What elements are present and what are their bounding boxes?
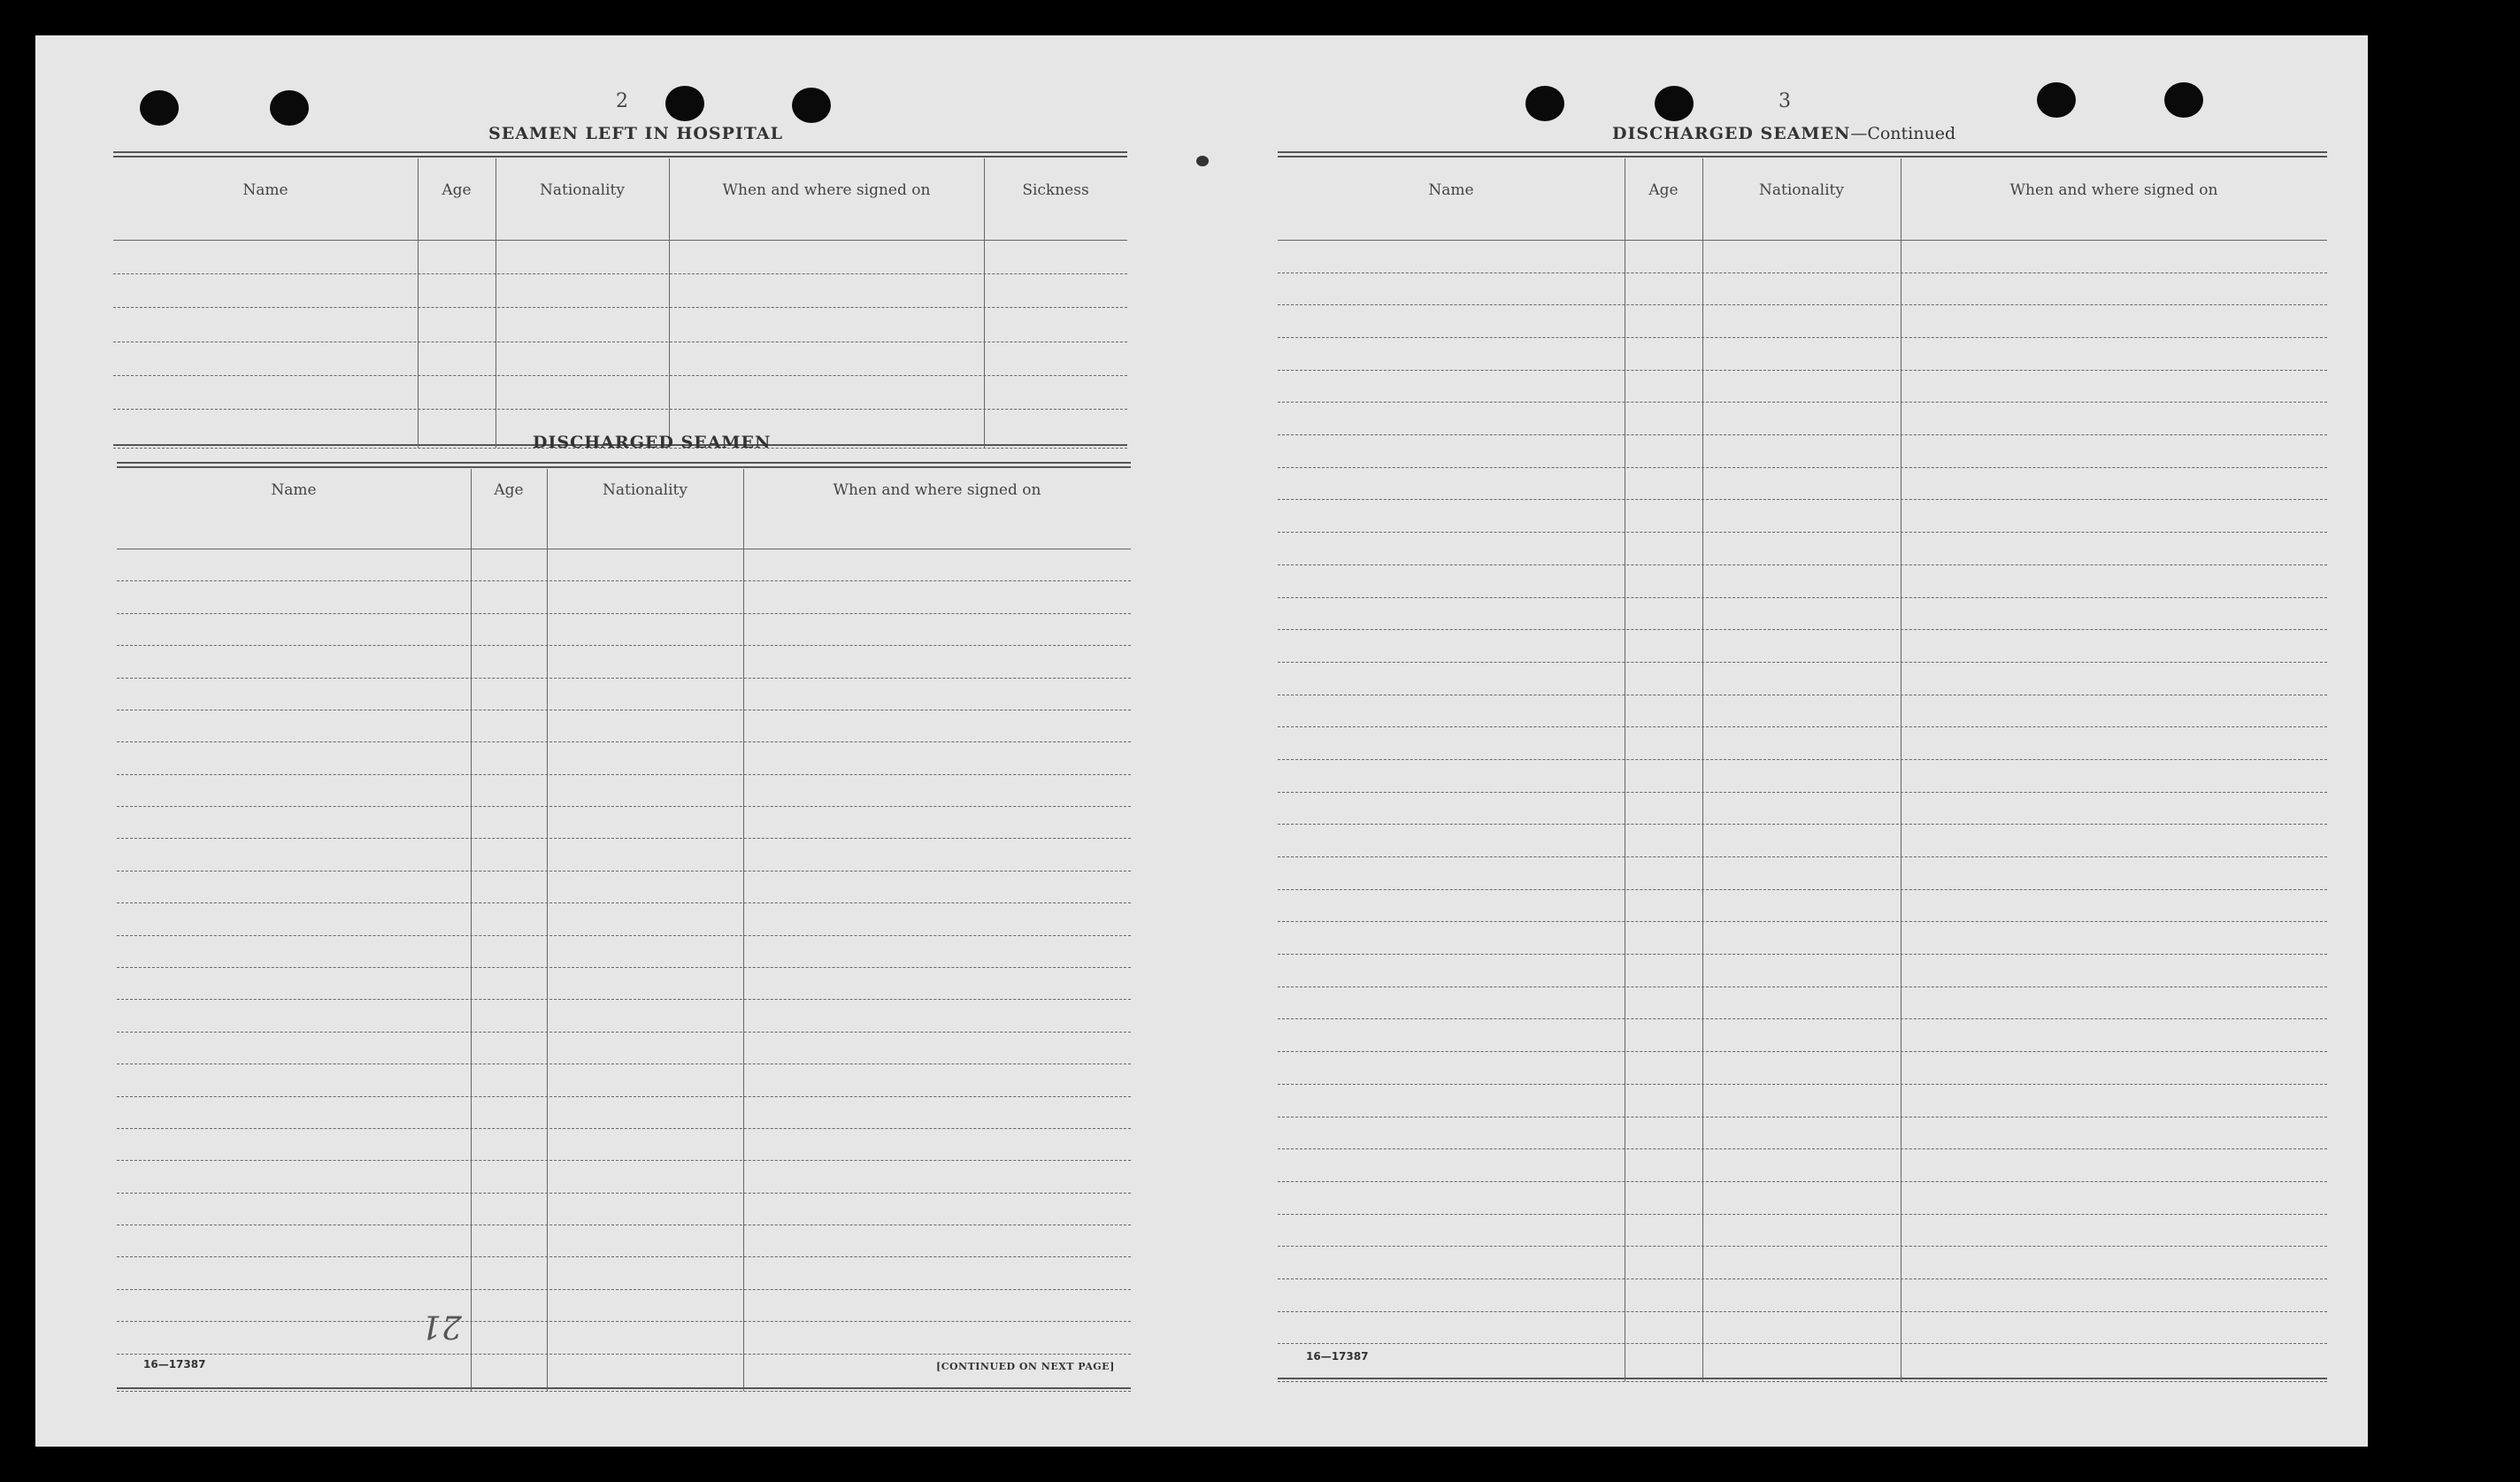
row-rule xyxy=(117,902,1131,903)
column-header: Name xyxy=(271,481,317,499)
row-rule xyxy=(1278,1181,2327,1182)
row-rule xyxy=(1278,1148,2327,1149)
row-rule xyxy=(1278,824,2327,825)
row-rule xyxy=(117,645,1131,646)
form-code-right: 16—17387 xyxy=(1306,1350,1369,1363)
row-rule xyxy=(1278,662,2327,663)
row-rule xyxy=(1278,467,2327,468)
column-header: Age xyxy=(494,481,524,499)
ink-speck xyxy=(1196,156,1209,166)
discharged-section-title-right: DISCHARGED SEAMEN—Continued xyxy=(1612,124,1956,143)
row-rule xyxy=(117,678,1131,679)
row-rule xyxy=(117,1160,1131,1161)
row-rule xyxy=(113,409,1127,410)
hospital-table xyxy=(113,151,1127,448)
row-rule xyxy=(1278,402,2327,403)
row-rule xyxy=(117,999,1131,1000)
row-rule xyxy=(1278,629,2327,630)
row-rule xyxy=(1278,499,2327,500)
row-rule xyxy=(1278,532,2327,533)
row-rule xyxy=(1278,921,2327,922)
row-rule xyxy=(117,967,1131,968)
column-divider xyxy=(547,469,548,1391)
column-header: When and where signed on xyxy=(833,481,1041,499)
row-rule xyxy=(1278,1343,2327,1344)
row-rule xyxy=(1278,1051,2327,1052)
column-divider xyxy=(1702,158,1703,1381)
column-header: Sickness xyxy=(1022,181,1089,199)
row-rule xyxy=(117,613,1131,614)
column-divider xyxy=(984,158,985,448)
row-rule xyxy=(117,774,1131,775)
column-divider xyxy=(418,158,419,448)
row-rule xyxy=(1278,856,2327,857)
column-header: Nationality xyxy=(1759,181,1844,199)
row-rule xyxy=(1278,1311,2327,1312)
column-header: Nationality xyxy=(540,181,625,199)
row-rule xyxy=(1278,1018,2327,1019)
row-rule xyxy=(117,806,1131,807)
row-rule xyxy=(117,1128,1131,1129)
row-rule xyxy=(1278,726,2327,727)
discharged-table-left xyxy=(117,462,1131,1391)
row-rule xyxy=(1278,597,2327,598)
continued-note: [CONTINUED ON NEXT PAGE] xyxy=(936,1361,1115,1372)
header-rule xyxy=(113,240,1127,241)
page-number-left: 2 xyxy=(616,90,628,112)
row-rule xyxy=(117,1096,1131,1097)
row-rule xyxy=(113,375,1127,376)
row-rule xyxy=(117,1321,1131,1322)
row-rule xyxy=(113,307,1127,308)
row-rule xyxy=(117,741,1131,742)
row-rule xyxy=(1278,889,2327,890)
row-rule xyxy=(117,838,1131,839)
row-rule xyxy=(117,871,1131,872)
row-rule xyxy=(117,1289,1131,1290)
bottom-rule xyxy=(117,1391,1131,1392)
row-rule xyxy=(1278,564,2327,565)
column-header: When and where signed on xyxy=(722,181,931,199)
document-sheet xyxy=(35,35,2368,1447)
column-header: Name xyxy=(242,181,288,199)
column-divider xyxy=(669,158,670,448)
punch-hole xyxy=(1525,86,1564,121)
row-rule xyxy=(1278,954,2327,955)
row-rule xyxy=(117,580,1131,581)
row-rule xyxy=(1278,434,2327,435)
column-header: When and where signed on xyxy=(2009,181,2218,199)
row-rule xyxy=(117,935,1131,936)
row-rule xyxy=(117,1354,1131,1355)
row-rule xyxy=(1278,792,2327,793)
row-rule xyxy=(117,1032,1131,1033)
row-rule xyxy=(1278,1084,2327,1085)
column-divider xyxy=(471,469,472,1391)
column-header: Name xyxy=(1428,181,1474,199)
handwritten-mark: 21 xyxy=(421,1308,462,1344)
bottom-rule xyxy=(1278,1381,2327,1382)
row-rule xyxy=(1278,370,2327,371)
column-header: Nationality xyxy=(603,481,688,499)
column-header: Age xyxy=(442,181,472,199)
row-rule xyxy=(1278,1246,2327,1247)
punch-hole xyxy=(665,86,704,121)
punch-hole xyxy=(792,88,831,123)
column-divider xyxy=(1901,158,1902,1381)
hospital-section-title: SEAMEN LEFT IN HOSPITAL xyxy=(488,124,783,143)
column-header: Age xyxy=(1648,181,1679,199)
bottom-rule xyxy=(1278,1378,2327,1379)
bottom-rule xyxy=(117,1387,1131,1389)
form-code-left: 16—17387 xyxy=(143,1358,206,1371)
row-rule xyxy=(1278,759,2327,760)
row-rule xyxy=(1278,1214,2327,1215)
row-rule xyxy=(117,1193,1131,1194)
header-rule xyxy=(1278,240,2327,241)
punch-hole xyxy=(1655,86,1694,121)
row-rule xyxy=(1278,304,2327,305)
row-rule xyxy=(113,273,1127,274)
punch-hole xyxy=(270,90,309,126)
row-rule xyxy=(1278,337,2327,338)
page-number-right: 3 xyxy=(1779,90,1791,112)
punch-hole xyxy=(2037,82,2076,118)
punch-hole xyxy=(140,90,179,126)
discharged-table-right xyxy=(1278,151,2327,1381)
column-divider xyxy=(743,469,744,1391)
discharged-section-title-left: DISCHARGED SEAMEN xyxy=(533,433,772,452)
punch-hole xyxy=(2164,82,2203,118)
row-rule xyxy=(117,1256,1131,1257)
